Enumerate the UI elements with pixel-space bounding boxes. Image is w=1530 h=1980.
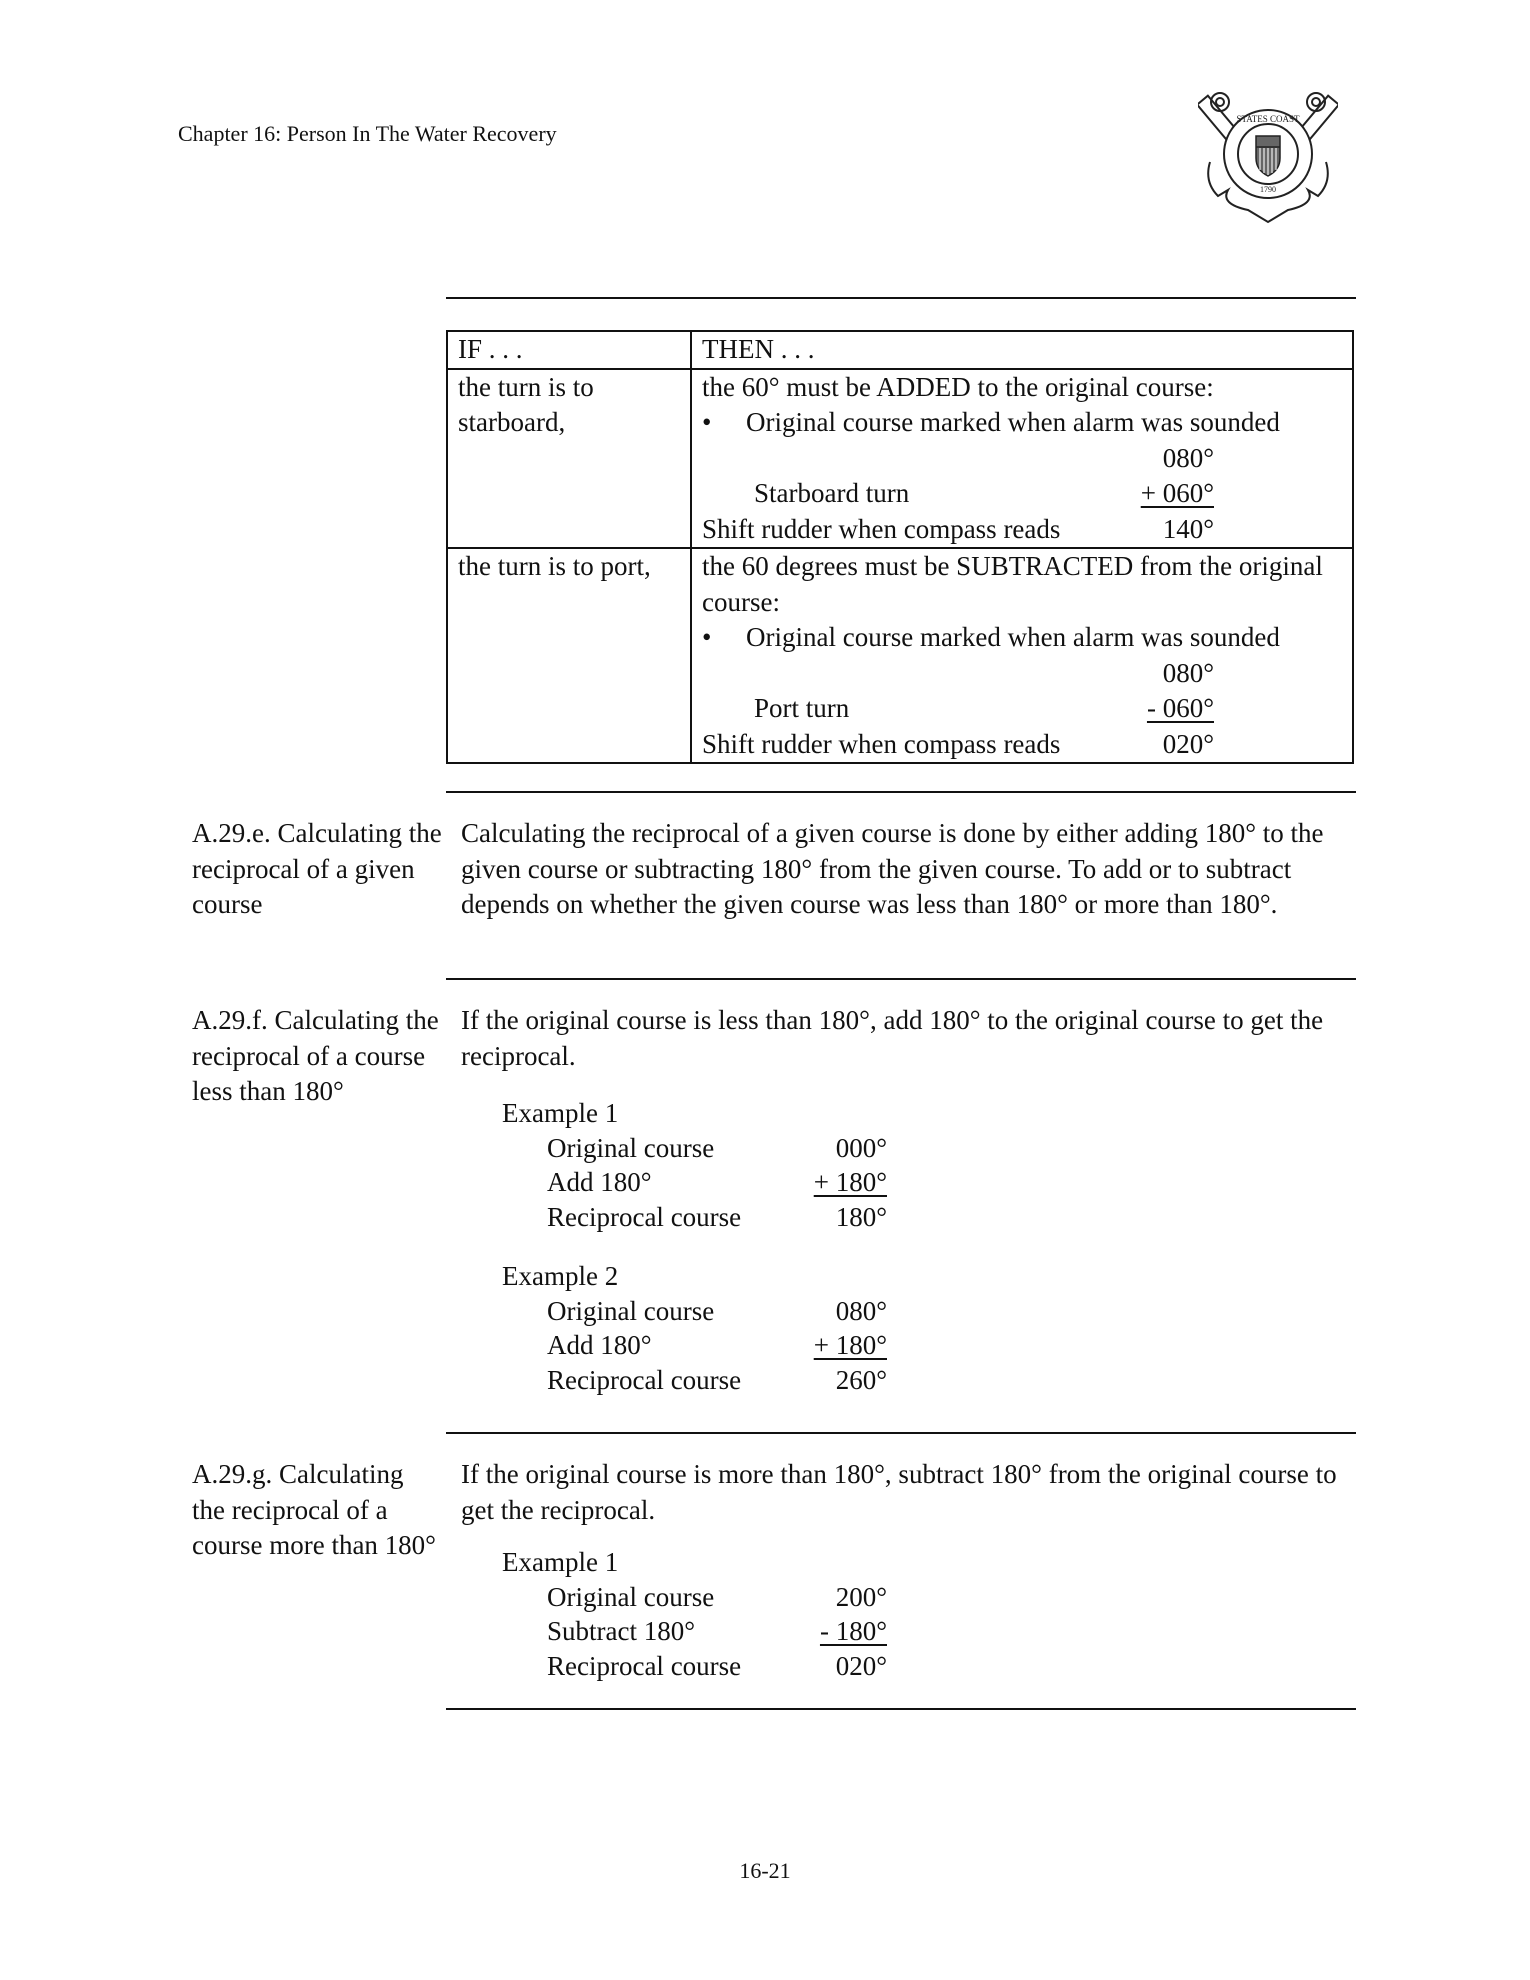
table-row — [447, 369, 1353, 549]
divider — [446, 791, 1356, 793]
then-intro: the 60 degrees must be SUBTRACTED from the original course: — [702, 551, 1323, 617]
uscg-seal-icon — [1198, 92, 1338, 224]
bullet-item: • Original course marked when alarm was sounded — [702, 620, 1342, 656]
divider — [446, 297, 1356, 299]
if-cell: the turn is to port, — [447, 548, 691, 763]
example-row: Reciprocal course 020° — [547, 1650, 887, 1681]
example-row: Original course 200° — [547, 1581, 887, 1612]
then-header: THEN . . . — [691, 331, 1353, 369]
result-row: Shift rudder when compass reads 020° — [702, 728, 1214, 759]
example-row: Reciprocal course 260° — [547, 1364, 887, 1395]
if-header: IF . . . — [447, 331, 691, 369]
example-block — [502, 1545, 887, 1683]
divider — [446, 1708, 1356, 1710]
example-title: Example 1 — [502, 1098, 619, 1128]
page-number: 16-21 — [739, 1858, 791, 1883]
example-row: Reciprocal course 180° — [547, 1201, 887, 1232]
bullet-icon: • — [702, 407, 712, 437]
example-title: Example 2 — [502, 1261, 619, 1291]
example-row: Original course 080° — [547, 1295, 887, 1326]
svg-text:STATES COAST: STATES COAST — [1236, 114, 1300, 124]
example-row: Add 180° + 180° — [547, 1167, 887, 1197]
original-value-row: 080° — [1162, 442, 1214, 473]
then-cell — [691, 548, 1353, 763]
section-body-a29f: If the original course is less than 180°, add 180° to the original course to get the reciprocal. — [461, 1005, 1324, 1071]
original-value-row: 080° — [1162, 657, 1214, 688]
section-label-a29f: A.29.f. Calculating the reciprocal of a course less than 180° — [192, 1005, 439, 1106]
example-title: Example 1 — [502, 1547, 619, 1577]
turn-row: Port turn - 060° — [754, 693, 1214, 723]
if-then-table — [446, 330, 1354, 764]
svg-text:1790: 1790 — [1260, 185, 1276, 194]
bullet-icon: • — [702, 622, 712, 652]
table-header-row — [447, 331, 1353, 369]
if-cell: the turn is to starboard, — [447, 369, 691, 549]
chapter-title: Chapter 16: Person In The Water Recovery — [178, 121, 557, 146]
section-label-a29e: A.29.e. Calculating the reciprocal of a given course — [192, 818, 442, 919]
divider — [446, 978, 1356, 980]
then-intro: the 60° must be ADDED to the original course: — [702, 371, 1214, 402]
table-row — [447, 548, 1353, 763]
example-block — [502, 1259, 887, 1397]
result-row: Shift rudder when compass reads 140° — [702, 513, 1214, 544]
example-row: Add 180° + 180° — [547, 1330, 887, 1360]
bullet-item: • Original course marked when alarm was sounded — [702, 405, 1342, 441]
example-row: Subtract 180° - 180° — [547, 1616, 887, 1646]
example-block — [502, 1096, 887, 1234]
divider — [446, 1432, 1356, 1434]
turn-row: Starboard turn + 060° — [754, 478, 1214, 508]
example-row: Original course 000° — [547, 1132, 887, 1163]
then-cell — [691, 369, 1353, 549]
section-body-a29g: If the original course is more than 180°, subtract 180° from the original course to get the reciprocal. — [461, 1459, 1337, 1525]
section-body-a29e: Calculating the reciprocal of a given course is done by either adding 180° to the given course or subtracting 180° from the given course. To add or to subtract depends on whether the given course was less than 180° or more than 180°. — [461, 818, 1324, 919]
section-label-a29g: A.29.g. Calculating the reciprocal of a course more than 180° — [192, 1459, 436, 1560]
